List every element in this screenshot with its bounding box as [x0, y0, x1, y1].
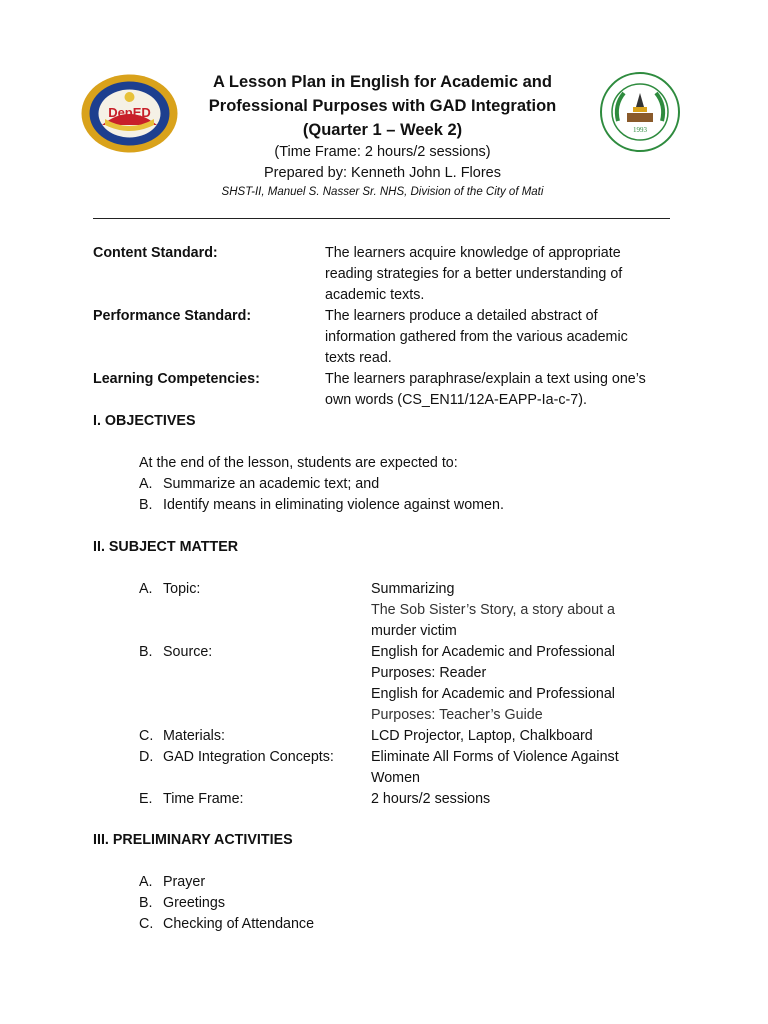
subject-label	[139, 642, 212, 663]
std-label: Learning Competencies:	[93, 371, 260, 387]
std-line: The learners paraphrase/explain a text using one’s	[325, 371, 646, 387]
list-text: Prayer	[163, 874, 206, 890]
preliminary-heading: III. PRELIMINARY ACTIVITIES	[93, 832, 293, 848]
std-line: own words (CS_EN11/12A-EAPP-Ia-c-7).	[325, 392, 587, 408]
list-marker: B.	[139, 497, 153, 513]
subject-label	[139, 789, 244, 810]
list-marker: C.	[139, 728, 154, 744]
std-line: information gathered from the various academic	[325, 329, 628, 345]
list-item	[139, 914, 314, 935]
subject-label	[139, 747, 334, 768]
list-item	[139, 495, 504, 516]
std-line: academic texts.	[325, 287, 425, 303]
std-line: texts read.	[325, 350, 392, 366]
std-value	[325, 306, 675, 369]
prepared-by-line: Prepared by: Kenneth John L. Flores	[264, 165, 501, 181]
subject-label-text: GAD Integration Concepts:	[163, 749, 334, 765]
subject-line: English for Academic and Professional	[371, 686, 615, 702]
institution-line: SHST-II, Manuel S. Nasser Sr. NHS, Division of the City of Mati	[221, 186, 544, 198]
list-marker: B.	[139, 895, 153, 911]
list-text: Identify means in eliminating violence against women.	[163, 497, 504, 513]
list-item	[139, 872, 205, 893]
list-marker: E.	[139, 791, 153, 807]
subject-label	[139, 726, 225, 747]
subject-line: 2 hours/2 sessions	[371, 791, 491, 807]
list-item	[139, 893, 225, 914]
left-seal-text: DepED	[108, 105, 151, 120]
std-line: The learners produce a detailed abstract of	[325, 308, 598, 324]
list-text: Summarize an academic text; and	[163, 476, 380, 492]
std-line: reading strategies for a better understanding of	[325, 266, 623, 282]
std-label: Content Standard:	[93, 245, 218, 261]
std-value	[325, 243, 675, 306]
std-label: Performance Standard:	[93, 308, 252, 324]
subject-line: Purposes: Teacher’s Guide	[371, 707, 543, 723]
subject-line: Eliminate All Forms of Violence Against	[371, 749, 619, 765]
subject-line: The Sob Sister’s Story, a story about a	[371, 602, 615, 618]
school-seal-icon	[600, 71, 680, 153]
std-value	[325, 369, 675, 411]
subject-label-text: Materials:	[163, 728, 225, 744]
subject-line: Women	[371, 770, 420, 786]
list-marker: A.	[139, 476, 153, 492]
objectives-intro: At the end of the lesson, students are expected to:	[139, 455, 458, 471]
time-frame-line: (Time Frame: 2 hours/2 sessions)	[274, 144, 491, 160]
objectives-heading: I. OBJECTIVES	[93, 413, 196, 429]
document-header	[180, 70, 585, 201]
title-line-3: (Quarter 1 – Week 2)	[302, 121, 463, 139]
list-marker: B.	[139, 644, 153, 660]
subject-matter-heading: II. SUBJECT MATTER	[93, 539, 239, 555]
subject-value	[371, 726, 671, 747]
list-marker: A.	[139, 581, 153, 597]
std-line: The learners acquire knowledge of appropriate	[325, 245, 621, 261]
deped-seal-icon	[80, 73, 179, 154]
list-text: Greetings	[163, 895, 225, 911]
subject-line: murder victim	[371, 623, 457, 639]
subject-value	[371, 789, 671, 810]
title-line-2: Professional Purposes with GAD Integration	[208, 97, 557, 115]
list-marker: D.	[139, 749, 154, 765]
subject-line: English for Academic and Professional	[371, 644, 615, 660]
subject-label-text: Source:	[163, 644, 213, 660]
subject-label-text: Time Frame:	[163, 791, 244, 807]
right-seal-year: 1993	[633, 126, 647, 134]
subject-label	[139, 579, 200, 600]
subject-line: Purposes: Reader	[371, 665, 487, 681]
subject-value	[371, 579, 671, 642]
subject-value	[371, 642, 671, 726]
subject-line: Summarizing	[371, 581, 455, 597]
subject-label-text: Topic:	[163, 581, 201, 597]
list-text: Checking of Attendance	[163, 916, 315, 932]
subject-value	[371, 747, 671, 789]
list-marker: C.	[139, 916, 154, 932]
subject-line: LCD Projector, Laptop, Chalkboard	[371, 728, 593, 744]
title-line-1: A Lesson Plan in English for Academic and	[213, 73, 552, 91]
header-divider	[93, 218, 670, 219]
list-item	[139, 474, 379, 495]
list-marker: A.	[139, 874, 153, 890]
